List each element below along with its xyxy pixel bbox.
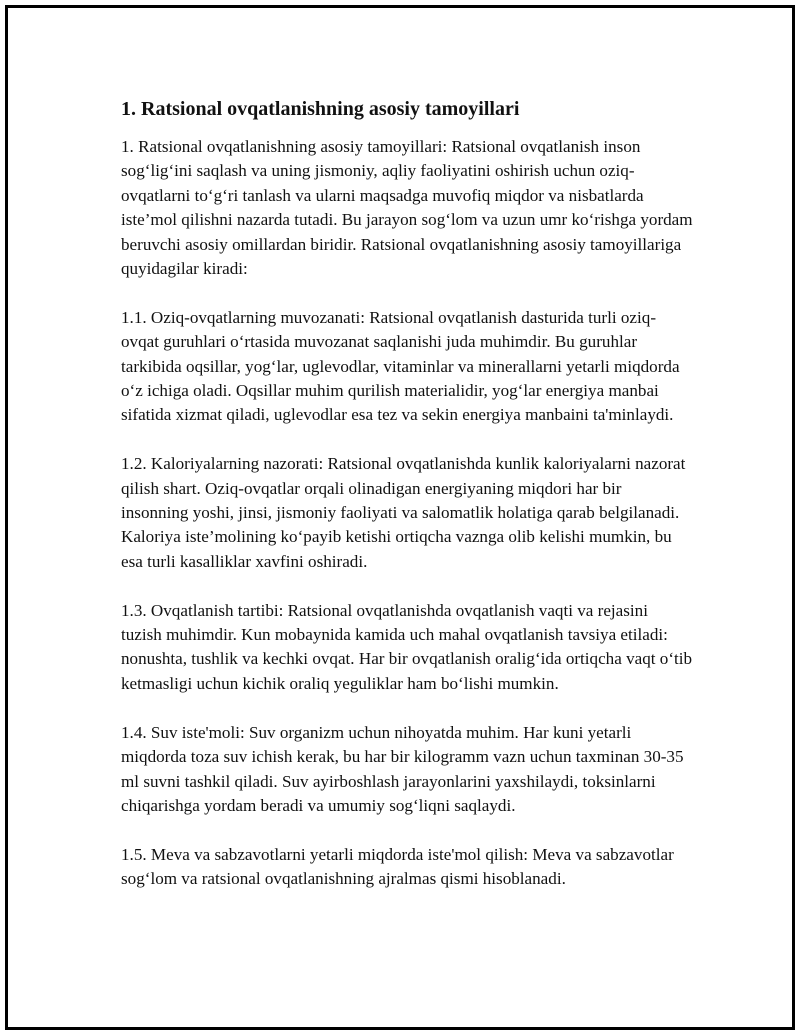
paragraph-1-4: 1.4. Suv iste'moli: Suv organizm uchun nihoyatda muhim. Har kuni yetarli miqdorda toza suv ichish kerak, bu har bir kilogramm vazn uchun taxminan 30-35 ml suvni tashkil qiladi. Suv ayirboshlash jarayonlarini yaxshilaydi, toksinlarni chiqarishga yordam beradi va umumiy sog‘liqni saqlaydi. — [121, 722, 684, 815]
paragraph-1-2: 1.2. Kaloriyalarning nazorati: Ratsional ovqatlanishda kunlik kaloriyalarni nazorat qilish shart. Oziq-ovqatlar orqali olinadigan energiyaning miqdori har bir insonning yoshi, jinsi, jismoniy faoliyati va salomatlik holatiga qarab belgilanadi. Kaloriya iste’molining ko‘payib ketishi ortiqcha vaznga olib kelishi mumkin, bu esa turli kasalliklar xavfini oshiradi. — [121, 454, 686, 571]
paragraph-intro: 1. Ratsional ovqatlanishning asosiy tamoyillari: Ratsional ovqatlanish inson sog‘lig‘ini saqlash va uning jismoniy, aqliy faoliyatini oshirish uchun oziq-ovqatlarni to‘g‘ri tanlash va ularni maqsadga muvofiq miqdor va nisbatlarda iste’mol qilishni nazarda tutadi. Bu jarayon sog‘lom va uzun umr ko‘rishga yordam beruvchi asosiy omillardan biridir. Ratsional ovqatlanishning asosiy tamoyillariga quyidagilar kiradi: — [121, 137, 693, 279]
document-title: 1. Ratsional ovqatlanishning asosiy tamoyillari — [121, 98, 520, 120]
paragraph-1-1: 1.1. Oziq-ovqatlarning muvozanati: Ratsional ovqatlanish dasturida turli oziq-ovqat guruhlari o‘rtasida muvozanat saqlanishi juda muhimdir. Bu guruhlar tarkibida oqsillar, yog‘lar, uglevodlar, vitaminlar va minerallarni yetarli miqdorda o‘z ichiga oladi. Oqsillar muhim qurilish materialidir, yog‘lar energiya manbai sifatida xizmat qiladi, uglevodlar esa tez va sekin energiya manbaini ta'minlaydi. — [121, 307, 680, 425]
paragraph-1-3: 1.3. Ovqatlanish tartibi: Ratsional ovqatlanishda ovqatlanish vaqti va rejasini tuzish muhimdir. Kun mobaynida kamida uch mahal ovqatlanish tavsiya etiladi: nonushta, tushlik va kechki ovqat. Har bir ovqatlanish oralig‘ida ortiqcha vaqt o‘tib ketmasligi uchun kichik oraliq yeguliklar ham bo‘lishi mumkin. — [121, 600, 693, 693]
page-frame — [5, 5, 795, 1030]
document-body — [121, 96, 693, 892]
paragraph-1-5: 1.5. Meva va sabzavotlarni yetarli miqdorda iste'mol qilish: Meva va sabzavotlar sog‘lom va ratsional ovqatlanishning ajralmas qismi hisoblanadi. — [121, 844, 674, 889]
